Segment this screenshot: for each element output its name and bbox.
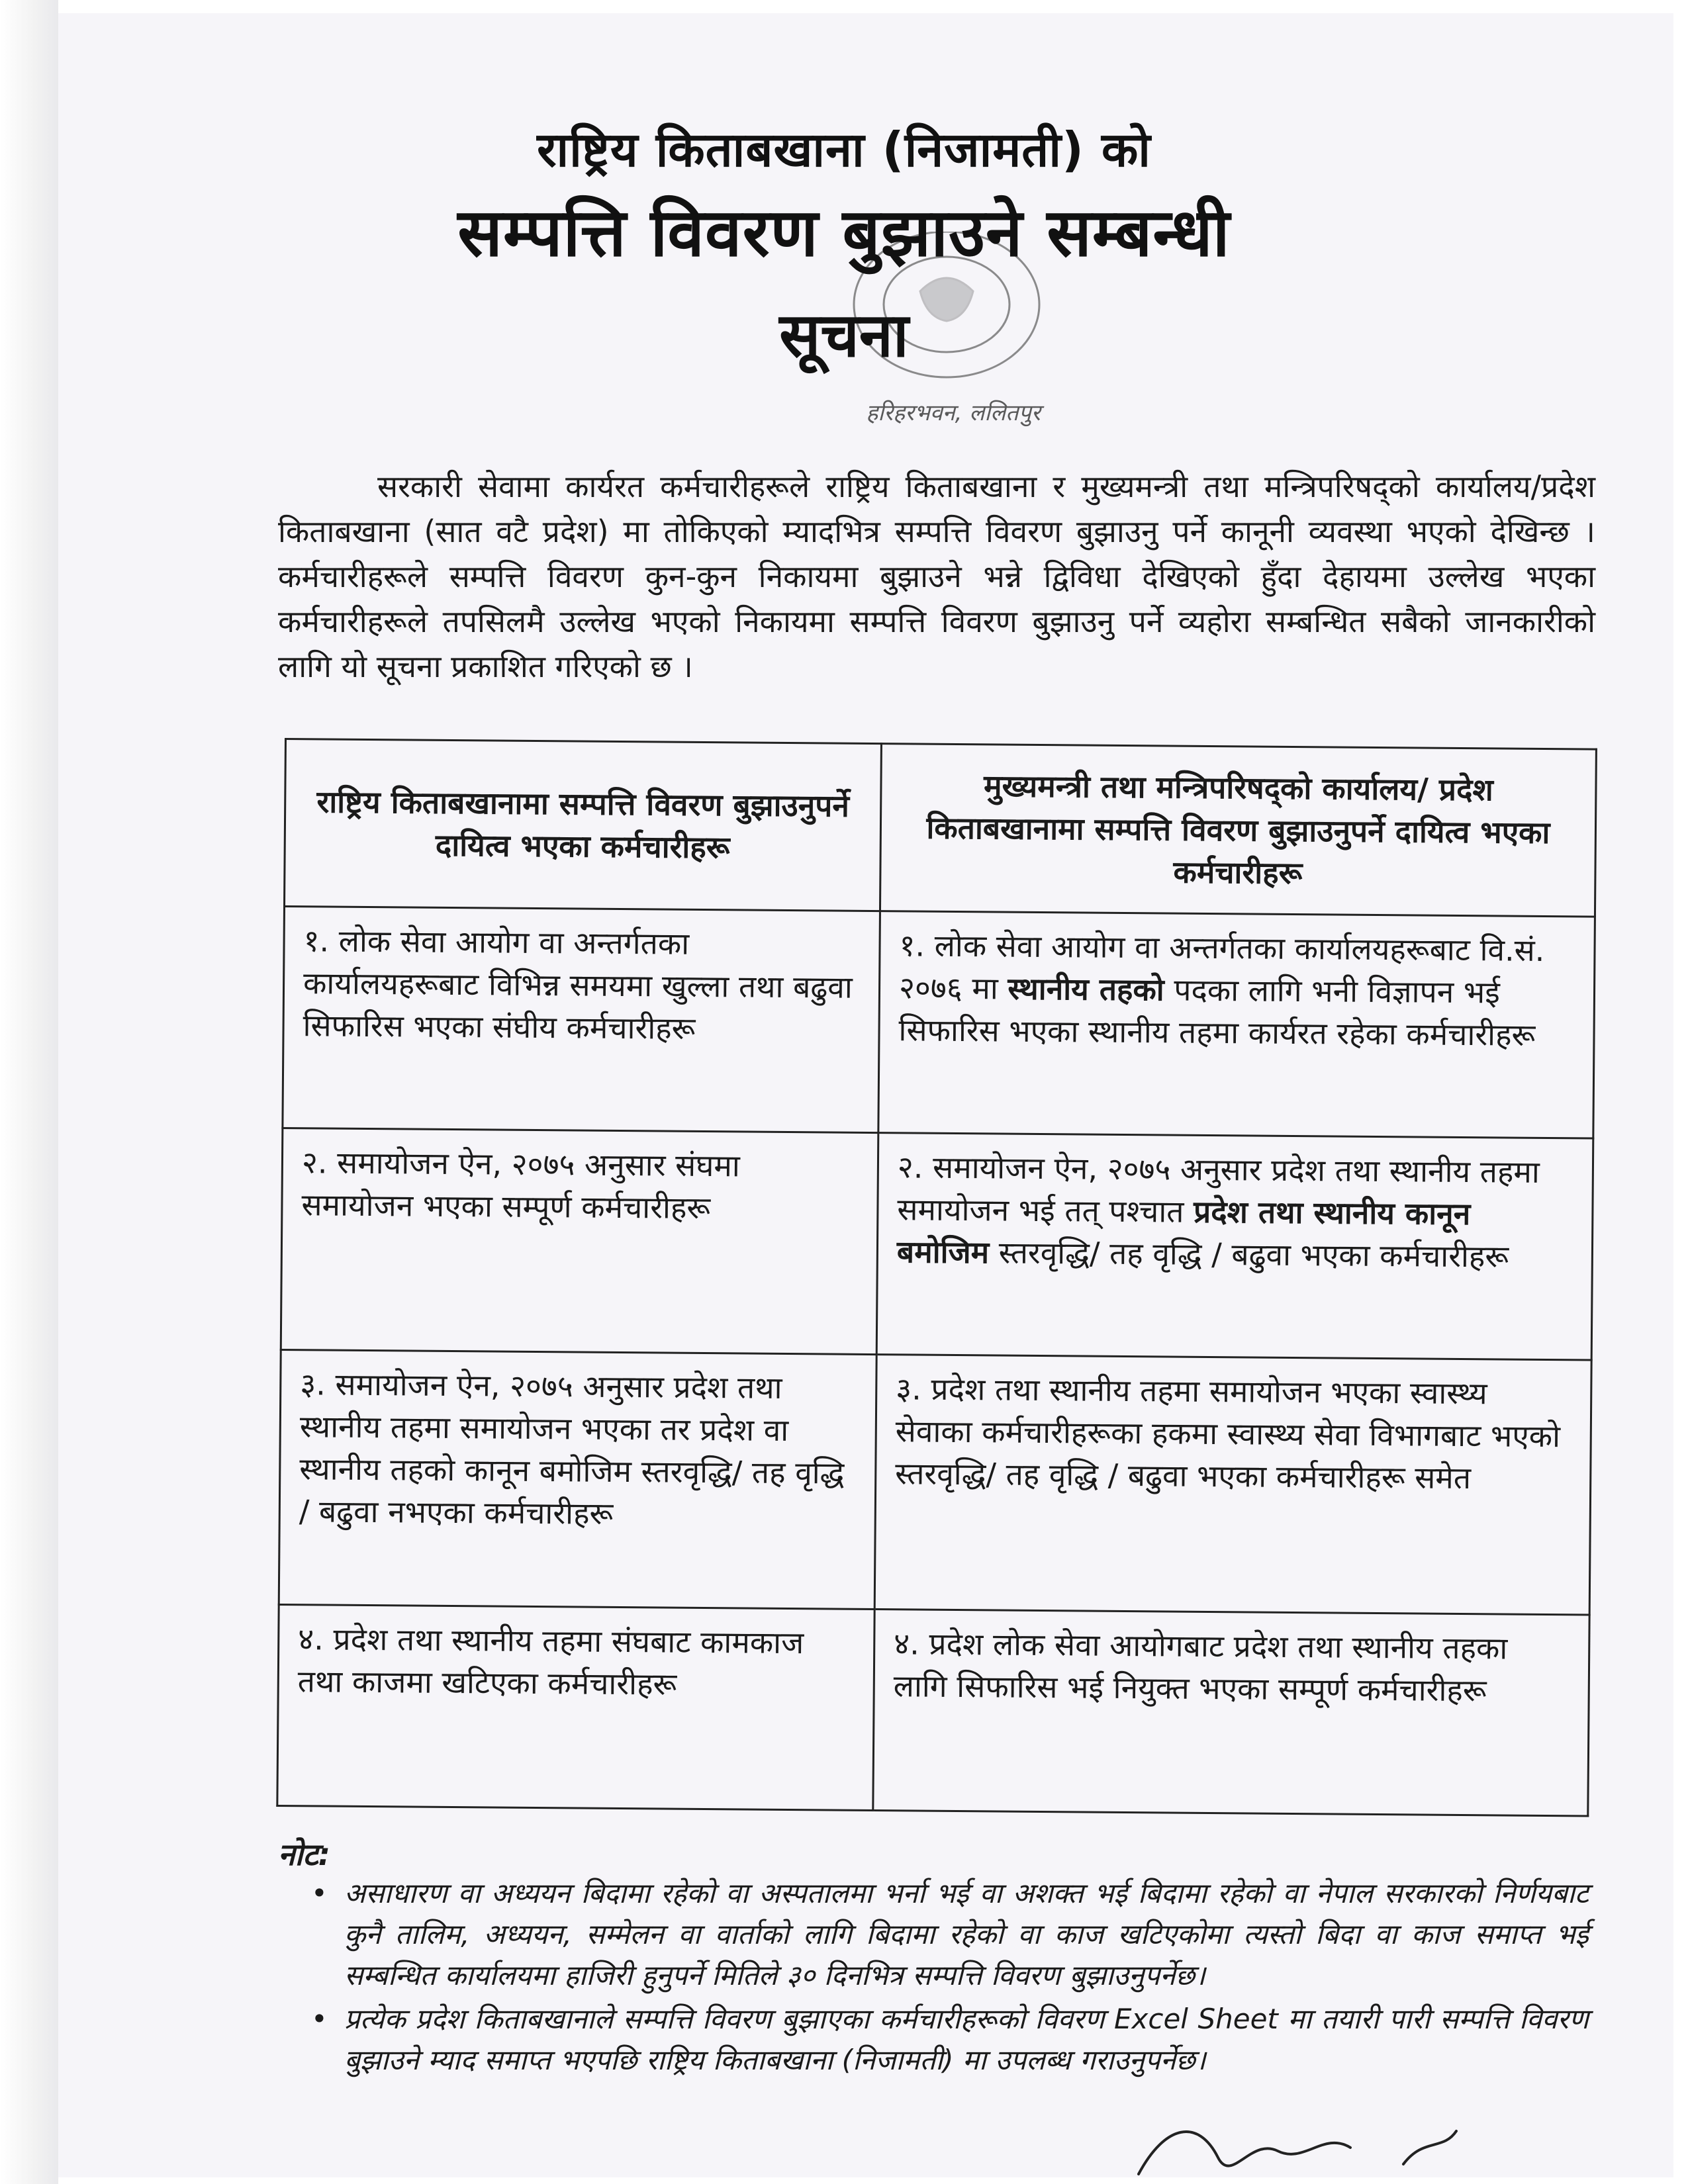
table-row (277, 1604, 1589, 1816)
row-4-left: ४. प्रदेश तथा स्थानीय तहमा संघबाट कामकाज तथा काजमा खटिएका कर्मचारीहरू (277, 1604, 874, 1810)
note-list (311, 1873, 1589, 2083)
row-4-right: ४. प्रदेश लोक सेवा आयोगबाट प्रदेश तथा स्थानीय तहका लागि सिफारिस भई नियुक्त भएका सम्पूर्ण कर्मचारीहरू (873, 1609, 1589, 1816)
intro-paragraph: सरकारी सेवामा कार्यरत कर्मचारीहरूले राष्ट्रिय किताबखाना र मुख्यमन्त्री तथा मन्त्रिपरिषद्को कार्यालय/प्रदेश किताबखाना (सात वटै प्रदेश) मा तोकिएको म्यादभित्र सम्पत्ति विवरण बुझाउनु पर्ने कानूनी व्यवस्था भएको देखिन्छ । कर्मचारीहरूले सम्पत्ति विवरण कुन-कुन निकायमा बुझाउने भन्ने द्विविधा देखिएको हुँदा देहायमा उल्लेख भएका कर्मचारीहरूले तपसिलमै उल्लेख भएको निकायमा सम्पत्ति विवरण बुझाउनु पर्ने व्यहोरा सम्बन्धित सबैको जानकारीको लागि यो सूचना प्रकाशित गरिएको छ । (278, 469, 1595, 684)
note-item (311, 1873, 1589, 1996)
table-row (279, 1349, 1591, 1615)
note-item (311, 1999, 1589, 2081)
signature (1125, 2111, 1523, 2184)
row-1-left: १. लोक सेवा आयोग वा अन्तर्गतका कार्यालयहरूबाट विभिन्न समयमा खुल्ला तथा बढुवा सिफारिस भएका संघीय कर्मचारीहरू (283, 907, 880, 1133)
row-3-right: ३. प्रदेश तथा स्थानीय तहमा समायोजन भएका स्वास्थ्य सेवाका कर्मचारीहरूका हकमा स्वास्थ्य सेवा विभागबाट भएको स्तरवृद्धि/ तह वृद्धि / बढुवा भएका कर्मचारीहरू समेत (874, 1354, 1591, 1615)
row-2-right: २. समायोजन ऐन, २०७५ अनुसार प्रदेश तथा स्थानीय तहमा समायोजन भई तत् पश्चात प्रदेश तथा स्थानीय कानून बमोजिम स्तरवृद्धि/ तह वृद्धि / बढुवा भएका कर्मचारीहरू (876, 1133, 1593, 1360)
row-2-left: २. समायोजन ऐन, २०७५ अनुसार संघमा समायोजन भएका सम्पूर्ण कर्मचारीहरू (281, 1128, 878, 1355)
header-provincial-library: मुख्यमन्त्री तथा मन्त्रिपरिषद्को कार्यालय/ प्रदेश किताबखानामा सम्पत्ति विवरण बुझाउनुपर्ने दायित्व भएका कर्मचारीहरू (880, 744, 1596, 917)
note-text: असाधारण वा अध्ययन बिदामा रहेको वा अस्पतालमा भर्ना भई वा अशक्त भई बिदामा रहेको वा नेपाल सरकारको निर्णयबाट कुनै तालिम, अध्ययन, सम्मेलन वा वार्ताको लागि बिदामा रहेको वा काज खटिएकोमा त्यस्तो बिदा वा काज समाप्त भई सम्बन्धित कार्यालयमा हाजिरी हुनुपर्ने मितिले ३० दिनभित्र सम्पत्ति विवरण बुझाउनुपर्नेछ। (344, 1877, 1589, 1991)
note-label: नोट: (278, 1837, 331, 1872)
row-1-right: १. लोक सेवा आयोग वा अन्तर्गतका कार्यालयहरूबाट वि.सं. २०७६ मा स्थानीय तहको पदका लागि भनी विज्ञापन भई सिफारिस भएका स्थानीय तहमा कार्यरत रहेका कर्मचारीहरू (878, 911, 1595, 1138)
responsibility-table (276, 738, 1597, 1817)
table-row (283, 907, 1595, 1138)
seal-place: हरिहरभवन, ललितपुर (866, 400, 1041, 426)
header-national-library: राष्ट्रिय किताबखानामा सम्पत्ति विवरण बुझाउनुपर्ने दायित्व भएका कर्मचारीहरू (284, 739, 881, 912)
heading-line-1: राष्ट्रिय किताबखाना (निजामती) को (537, 122, 1151, 177)
bullet-icon: • (311, 1877, 328, 1909)
table-header-row (284, 739, 1596, 917)
row-3-left: ३. समायोजन ऐन, २०७५ अनुसार प्रदेश तथा स्थानीय तहमा समायोजन भएका तर प्रदेश वा स्थानीय तहको कानून बमोजिम स्तरवृद्धि/ तह वृद्धि / बढुवा नभएका कर्मचारीहरू (279, 1349, 876, 1609)
table-row (281, 1128, 1593, 1360)
note-text: प्रत्येक प्रदेश किताबखानाले सम्पत्ति विवरण बुझाएका कर्मचारीहरूको विवरण Excel Sheet मा तयारी पारी सम्पत्ति विवरण बुझाउने म्याद समाप्त भएपछि राष्ट्रिय किताबखाना (निजामती) मा उपलब्ध गराउनुपर्नेछ। (344, 2003, 1589, 2076)
bullet-icon: • (311, 2003, 328, 2035)
heading-line-2: सम्पत्ति विवरण बुझाउने सम्बन्धी (457, 194, 1231, 271)
heading-notice: सूचना (779, 300, 909, 371)
